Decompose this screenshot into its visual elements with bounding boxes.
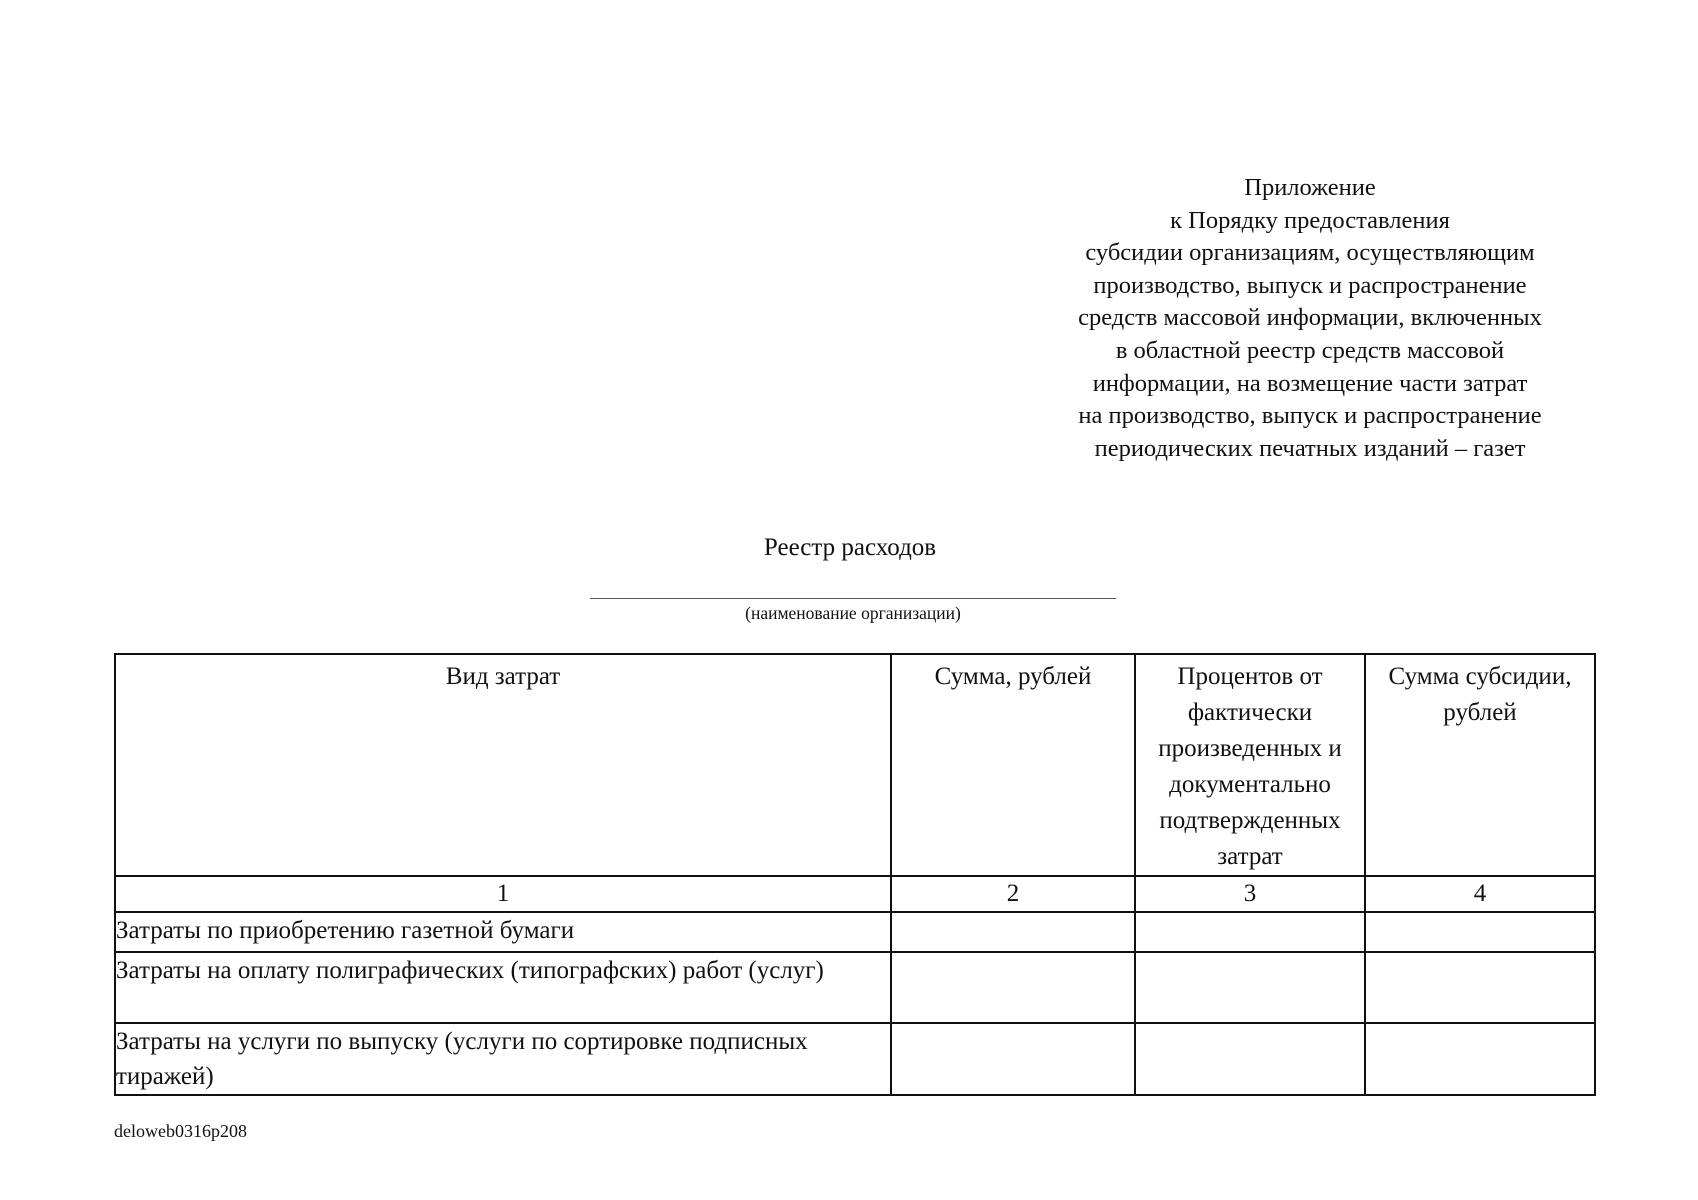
appendix-line: на производство, выпуск и распространение xyxy=(1078,402,1542,430)
amount-cell[interactable] xyxy=(891,952,1135,1023)
subsidy-cell[interactable] xyxy=(1365,952,1595,1023)
subsidy-cell[interactable] xyxy=(1365,1023,1595,1095)
organization-name-field[interactable] xyxy=(590,598,1116,599)
cost-type-cell: Затраты на оплату полиграфических (типографских) работ (услуг) xyxy=(115,952,891,1023)
amount-cell[interactable] xyxy=(891,1023,1135,1095)
column-number: 1 xyxy=(115,876,891,912)
appendix-line: периодических печатных изданий – газет xyxy=(1094,434,1526,462)
column-number: 2 xyxy=(891,876,1135,912)
organization-name-caption: (наименование организации) xyxy=(745,603,961,623)
appendix-line: субсидии организациям, осуществляющим xyxy=(1085,239,1535,267)
subsidy-cell[interactable] xyxy=(1365,912,1595,952)
appendix-line: информации, на возмещение части затрат xyxy=(1092,369,1528,397)
cost-type-cell: Затраты на услуги по выпуску (услуги по сортировке подписных тиражей) xyxy=(115,1023,891,1095)
column-number: 4 xyxy=(1365,876,1595,912)
column-header-percent: Процентов от фактически произведенных и документально подтвержденных затрат xyxy=(1135,654,1365,876)
table-row xyxy=(115,1023,1595,1095)
table-row xyxy=(115,912,1595,952)
appendix-line: производство, выпуск и распространение xyxy=(1093,271,1527,299)
percent-cell[interactable] xyxy=(1135,952,1365,1023)
document-code: deloweb0316p208 xyxy=(114,1121,247,1141)
percent-cell[interactable] xyxy=(1135,1023,1365,1095)
amount-cell[interactable] xyxy=(891,912,1135,952)
expense-register-table xyxy=(114,653,1596,1096)
appendix-line: в областной реестр средств массовой xyxy=(1115,336,1505,364)
appendix-line: средств массовой информации, включенных xyxy=(1078,304,1542,332)
column-number-row xyxy=(115,876,1595,912)
table-row xyxy=(115,952,1595,1023)
appendix-line: Приложение xyxy=(1244,174,1376,201)
cost-type-cell: Затраты по приобретению газетной бумаги xyxy=(115,912,891,952)
column-header-cost-type: Вид затрат xyxy=(115,654,891,876)
appendix-line: к Порядку предоставления xyxy=(1170,206,1450,234)
column-number: 3 xyxy=(1135,876,1365,912)
document-title: Реестр расходов xyxy=(763,534,937,561)
percent-cell[interactable] xyxy=(1135,912,1365,952)
table-header-row xyxy=(115,654,1595,876)
column-header-amount: Сумма, рублей xyxy=(891,654,1135,876)
column-header-subsidy: Сумма субсидии, рублей xyxy=(1365,654,1595,876)
appendix-header xyxy=(1010,172,1610,465)
